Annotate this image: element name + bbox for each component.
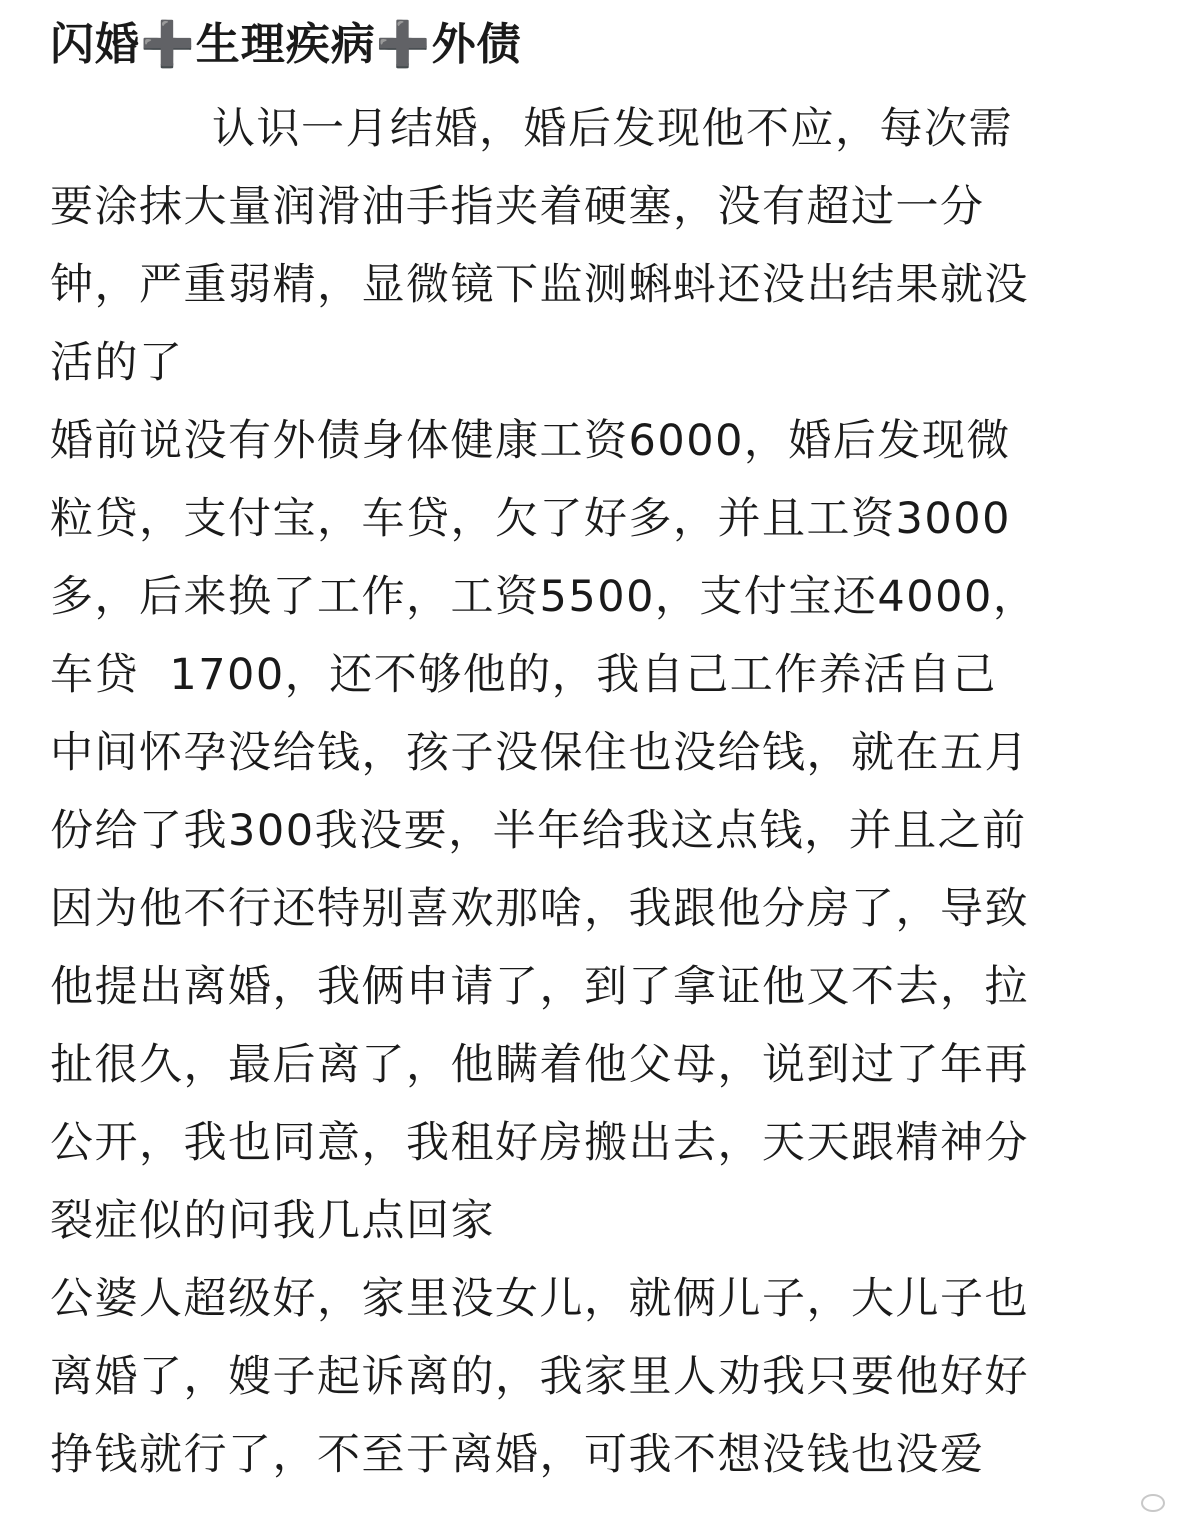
post: [50, 0, 1140, 1494]
body-line: 裂症似的问我几点回家: [50, 1196, 495, 1246]
body-line: 因为他不行还特别喜欢那啥，我跟他分房了，导致: [50, 884, 1029, 934]
body-line: 认识一月结婚，婚后发现他不应，每次需: [212, 104, 1013, 154]
post-title: 闪婚➕生理疾病➕外债: [50, 19, 522, 70]
body-line: 公婆人超级好，家里没女儿，就俩儿子，大儿子也: [50, 1274, 1029, 1324]
body-line: 挣钱就行了，不至于离婚，可我不想没钱也没爱: [50, 1430, 985, 1480]
body-line: 多，后来换了工作，工资5500，支付宝还4000，: [50, 572, 1038, 622]
body-line: 婚前说没有外债身体健康工资6000，婚后发现微: [50, 416, 1011, 466]
body-line: 离婚了，嫂子起诉离的，我家里人劝我只要他好好: [50, 1352, 1029, 1402]
watermark: [1141, 1494, 1165, 1512]
post-body: [50, 90, 1140, 1494]
body-line: 中间怀孕没给钱，孩子没保住也没给钱，就在五月: [50, 728, 1029, 778]
body-line: 活的了: [50, 338, 184, 388]
body-line: 钟，严重弱精，显微镜下监测蝌蚪还没出结果就没: [50, 260, 1029, 310]
body-line: 扯很久，最后离了，他瞒着他父母，说到过了年再: [50, 1040, 1029, 1090]
body-line: 公开，我也同意，我租好房搬出去，天天跟精神分: [50, 1118, 1029, 1168]
weibo-logo-icon: [1141, 1494, 1165, 1512]
body-line: 车贷 1700，还不够他的，我自己工作养活自己: [50, 650, 997, 700]
body-line: 要涂抹大量润滑油手指夹着硬塞，没有超过一分: [50, 182, 985, 232]
body-line: 他提出离婚，我俩申请了，到了拿证他又不去，拉: [50, 962, 1029, 1012]
body-line: 份给了我300我没要，半年给我这点钱，并且之前: [50, 806, 1027, 856]
body-line: 粒贷，支付宝，车贷，欠了好多，并且工资3000: [50, 494, 1011, 544]
